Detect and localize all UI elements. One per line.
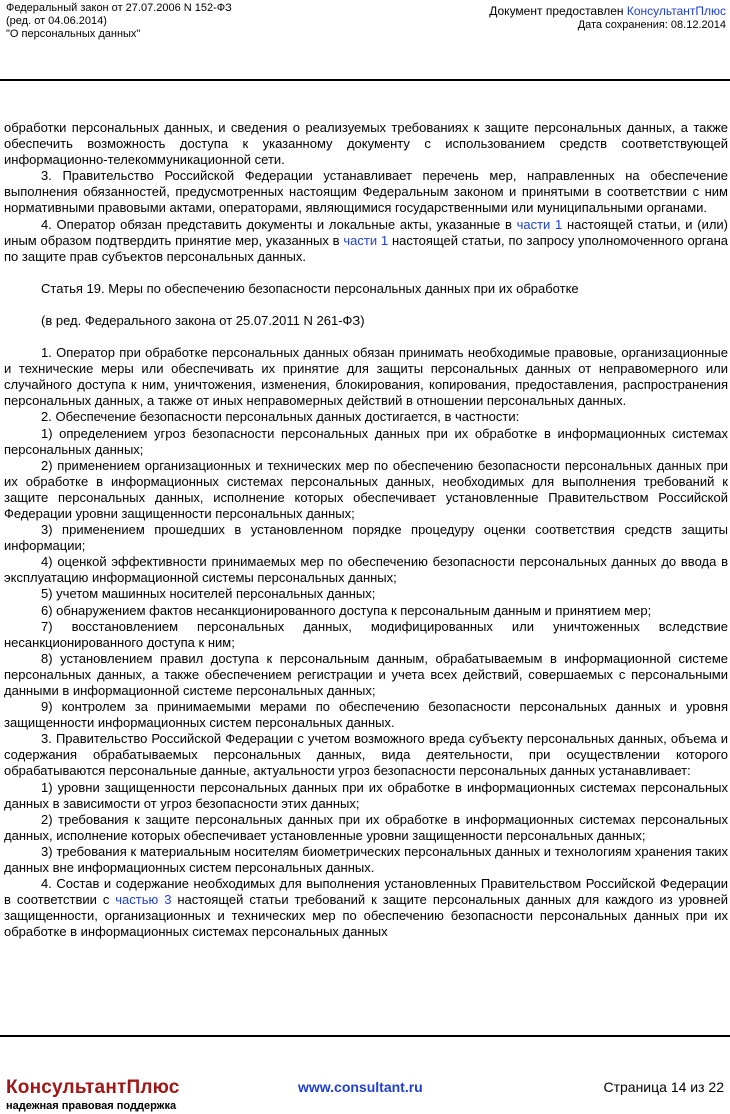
paragraph-4 [4,217,728,265]
list-item: 3) применением прошедших в установленном порядке процедуру оценки соответствия средств защиты информации; [4,522,728,554]
law-title-line: Федеральный закон от 27.07.2006 N 152-ФЗ [6,2,232,14]
page-footer [0,1037,730,1114]
list-item: 7) восстановлением персональных данных, модифицированных или уничтоженных вследствие несанкционированного доступа к ним; [4,618,728,650]
list-item: 4) оценкой эффективности принимаемых мер по обеспечению безопасности персональных данных до ввода в эксплуатацию информационной системы персональных данных; [4,554,728,586]
list-item: 5) учетом машинных носителей персональных данных; [41,586,376,602]
website-link[interactable]: www.consultant.ru [298,1079,423,1095]
provided-by [489,4,726,18]
saved-date: Дата сохранения: 08.12.2014 [577,19,726,31]
article-paragraph-3: 3. Правительство Российской Федерации с учетом возможного вреда субъекту персональных данных, объема и содержания обрабатываемых персональных данных, вида деятельности, при осуществлении которого обрабатываются персональные данные, актуальности угроз безопасности персональных данных устанавливает: [4,731,728,779]
law-name-line: "О персональных данных" [6,28,141,40]
provided-prefix: Документ предоставлен [489,4,627,18]
paragraph-3: 3. Правительство Российской Федерации устанавливает перечень мер, направленных на обеспечение выполнения обязанностей, предусмотренных настоящим Федеральным законом и принятыми в соответствии с ним нормативными правовыми актами, операторами, являющимися государственными или муниципальными органами. [4,168,728,216]
article-heading: Статья 19. Меры по обеспечению безопасности персональных данных при их обработке [41,280,579,296]
document-title-block [6,2,232,41]
paragraph-continued: обработки персональных данных, и сведения о реализуемых требованиях к защите персональных данных, а также обеспечить возможность доступа к указанному документу с использованием средств соответствующей информационно-телекоммуникационной сети. [4,120,728,168]
header-divider [0,79,730,81]
article-paragraph-1: 1. Оператор при обработке персональных данных обязан принимать необходимые правовые, организационные и технические меры или обеспечивать их принятие для защиты персональных данных от неправомерного или случайного доступа к ним, уничтожения, изменения, блокирования, копирования, предоставления, распространения персональных данных, а также от иных неправомерных действий в отношении персональных данных. [4,345,728,409]
provider-block [489,4,726,32]
list-item: 6) обнаружением фактов несанкционированного доступа к персональным данным и принятием мер; [41,602,652,618]
logo-tagline: надежная правовая поддержка [6,1100,177,1112]
link-part-1-second[interactable]: части 1 [343,232,389,248]
article-paragraph-2: 2. Обеспечение безопасности персональных данных достигается, в частности: [41,409,520,425]
list-item: 3) требования к материальным носителям биометрических персональных данных и технологиям хранения таких данных вне информационных систем персональных данных. [4,843,728,876]
paragraph-text: 4. Состав и содержание необходимых для выполнения установленных Правительством Российской Федерации в соответствии с [4,876,728,908]
document-body [4,120,728,941]
list-item: 8) установлением правил доступа к персональным данным, обрабатываемым в информационной системе персональных данных, а также обеспечением регистрации и учета всех действий, совершаемых с персональными данными в информационной системе персональных данных; [4,650,728,698]
paragraph-text: настоящей статьи требований к защите персональных данных для каждого из уровней защищенности, организационных и технических мер по обеспечению безопасности персональных данных при их обработке в информационных системах персональных данных [4,892,728,940]
article-paragraph-4 [4,876,728,940]
list-item: 2) применением организационных и технических мер по обеспечению безопасности персональных данных при их обработке в информационных системах персональных данных, необходимых для выполнения требований к защите персональных данных, исполнение которых обеспечивает установленные Правительством Российской Федерации уровни защищенности персональных данных; [4,457,728,521]
paragraph-text: настоящей статьи, по запросу уполномоченного органа по защите прав субъектов персональных данных. [4,232,728,264]
paragraph-text: 4. Оператор обязан представить документы и локальные акты, указанные в [41,216,517,232]
link-part-1[interactable]: части 1 [516,216,563,232]
page-number: Страница 14 из 22 [603,1079,724,1095]
consultant-logo [6,1077,180,1113]
link-part-3[interactable]: частью 3 [115,892,172,908]
list-item: 1) уровни защищенности персональных данных при их обработке в информационных системах персональных данных в зависимости от угроз безопасности этих данных; [4,779,728,811]
logo-name: КонсультантПлюс [6,1077,180,1098]
list-item: 1) определением угроз безопасности персональных данных при их обработке в информационных системах персональных данных; [4,425,728,457]
edition-note: (в ред. Федерального закона от 25.07.2011 N 261-ФЗ) [41,312,365,328]
page-header [0,0,730,80]
list-item: 2) требования к защите персональных данных при их обработке в информационных системах персональных данных, исполнение которых обеспечивает установленные уровни защищенности персональных данных; [4,811,728,843]
provider-brand-link[interactable]: КонсультантПлюс [626,4,726,18]
list-item: 9) контролем за принимаемыми мерами по обеспечению безопасности персональных данных и уровня защищенности информационных систем персональных данных. [4,699,728,731]
paragraph-text: настоящей статьи, и (или) иным образом подтвердить принятие мер, указанных в [4,216,729,248]
law-edition-line: (ред. от 04.06.2014) [6,15,107,27]
